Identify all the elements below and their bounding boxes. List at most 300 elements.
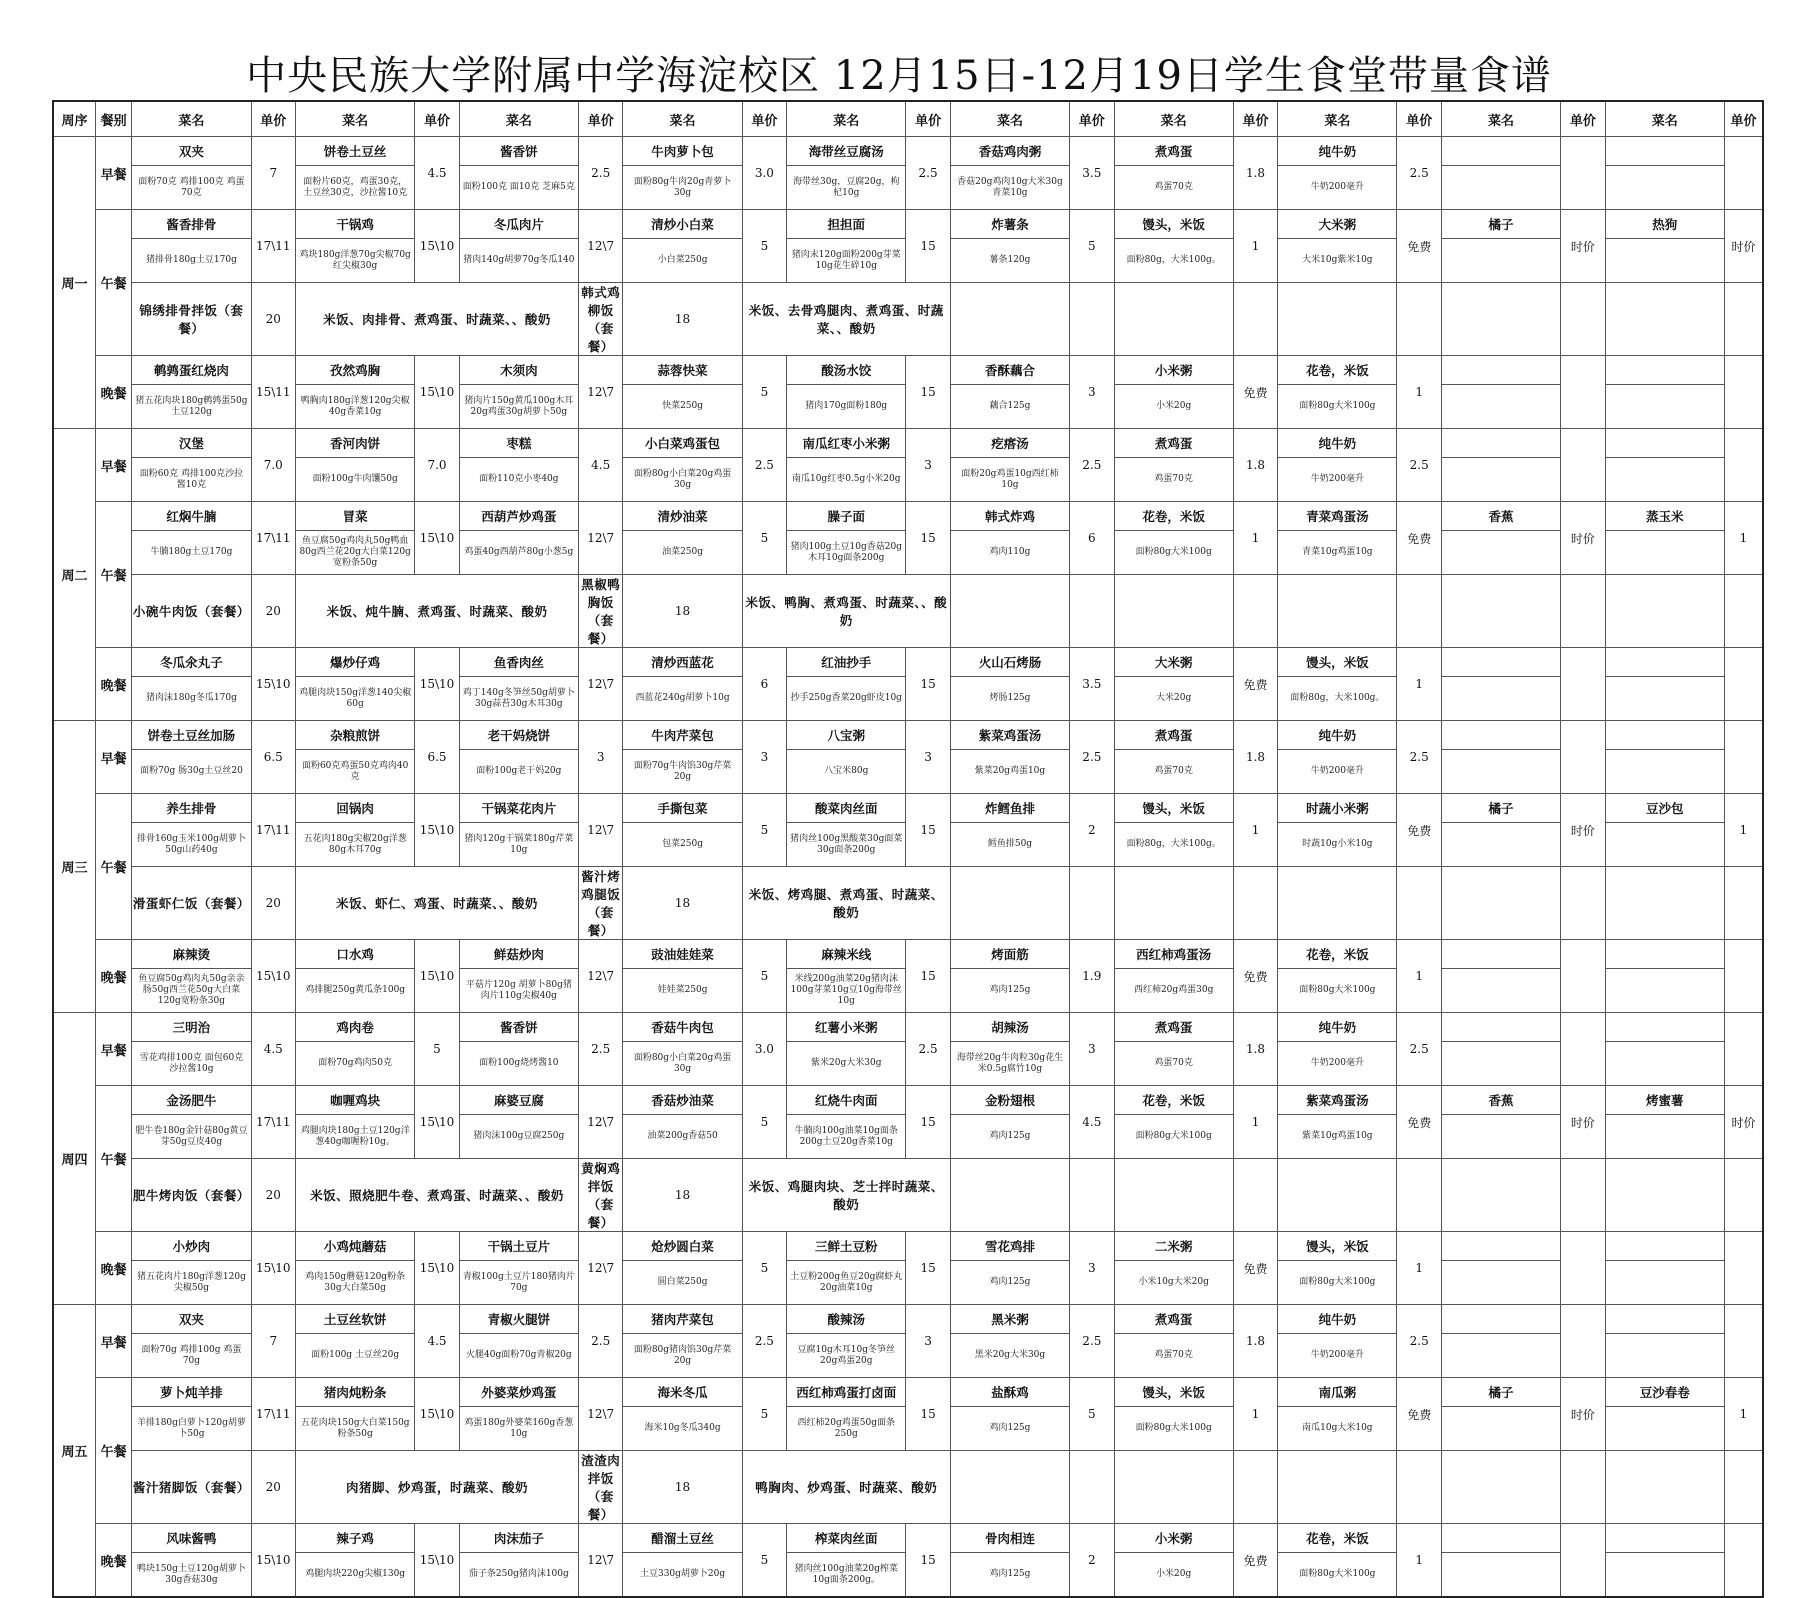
set-meal-price: 20 [251, 575, 295, 648]
dish-cell [1114, 794, 1233, 867]
dish-ingredients-box [1115, 385, 1233, 428]
dish-name: 香河肉饼 [330, 435, 381, 451]
dish-cell [296, 137, 415, 210]
dish-ingredients-box [132, 1334, 250, 1377]
dish-name: 西红柿鸡蛋打卤面 [796, 1384, 897, 1400]
dish-cell [1114, 137, 1233, 210]
dish-price: 3.0 [742, 1013, 786, 1086]
dish-ingredients-box [1115, 750, 1233, 793]
dish-ingredients-box [951, 385, 1069, 428]
dish-name-box [623, 1013, 741, 1042]
dish-name-box [1115, 1013, 1233, 1042]
set-meal-name: 锦绣排骨拌饭（套餐） [132, 283, 251, 356]
set-meal-row [53, 1159, 1763, 1232]
dish-price: 6 [742, 648, 786, 721]
dish-name-box [1115, 210, 1233, 239]
dish-price [1561, 648, 1605, 721]
dish-price: 2.5 [1397, 429, 1441, 502]
dish-cell [787, 940, 906, 1013]
dish-name-box [132, 940, 250, 969]
dish-name: 时蔬小米粥 [1306, 800, 1369, 816]
dish-ingredients: 青菜10g鸡蛋10g [1302, 547, 1373, 557]
column-header: 菜名 [132, 101, 251, 137]
dish-name: 烤面筋 [991, 946, 1029, 962]
dish-ingredients-box [460, 458, 578, 501]
dish-ingredients: 平菇片120g 胡萝卜80g猪肉片110g尖椒40g [465, 979, 572, 1001]
dish-name: 酸辣汤 [827, 1311, 865, 1327]
dish-price [1724, 1524, 1763, 1598]
dish-name: 花卷，米饭 [1306, 362, 1369, 378]
empty-cell [1233, 1159, 1277, 1232]
empty-cell [1441, 867, 1560, 940]
dish-price: 5 [415, 1013, 459, 1086]
dish-price [1724, 648, 1763, 721]
dish-cell [1278, 1086, 1397, 1159]
dish-ingredients-box [1606, 1042, 1724, 1085]
breakfast-row [53, 1013, 1763, 1086]
dish-price [1724, 137, 1763, 210]
dish-cell [1441, 1378, 1560, 1451]
dish-name-box [460, 1524, 578, 1553]
dish-price: 3 [906, 1305, 950, 1378]
dish-ingredients-box [1442, 1115, 1560, 1158]
dish-price: 15 [906, 1524, 950, 1598]
dish-name-box [460, 1086, 578, 1115]
set-meal-row [53, 575, 1763, 648]
dish-price: 15\10 [415, 1378, 459, 1451]
dish-name-box [460, 1305, 578, 1334]
dish-price [1724, 356, 1763, 429]
dish-price: 12\7 [578, 1378, 622, 1451]
dish-name-box [623, 1524, 741, 1553]
empty-cell [1605, 575, 1724, 648]
dish-cell [132, 1086, 251, 1159]
dish-name: 盐酥鸡 [991, 1384, 1029, 1400]
dish-ingredients-box [1606, 385, 1724, 428]
dish-ingredients-box [460, 1115, 578, 1158]
dish-ingredients: 米线200g油菜20g猪肉沫100g芽菜10g豆10g海带丝10g [790, 974, 902, 1006]
empty-cell [1114, 1159, 1233, 1232]
dish-name: 酸汤水饺 [821, 362, 872, 378]
dish-ingredients: 紫菜20g鸡蛋10g [974, 766, 1046, 776]
dish-ingredients-box [787, 385, 905, 428]
dish-price: 12\7 [578, 210, 622, 283]
dish-name-box [1278, 137, 1396, 166]
dish-ingredients: 鸡蛋70克 [1154, 1058, 1193, 1068]
dish-name-box [787, 648, 905, 677]
dish-ingredients: 鸡蛋70克 [1154, 474, 1193, 484]
dish-name [1663, 1024, 1667, 1030]
dish-name-box [460, 1378, 578, 1407]
dish-ingredients-box [1115, 458, 1233, 501]
dish-ingredients: 鸡蛋40g西葫芦80g小葱5g [464, 547, 574, 557]
dish-name: 豉油娃娃菜 [651, 946, 714, 962]
meal-label: 早餐 [95, 1013, 131, 1086]
dish-name-box [296, 429, 414, 458]
dish-name-box [132, 356, 250, 385]
dish-price: 3 [1070, 1232, 1114, 1305]
dinner-row [53, 356, 1763, 429]
dish-cell [1605, 1524, 1724, 1598]
dish-name: 牛肉芹菜包 [651, 727, 714, 743]
dish-ingredients: 鸡腿肉块220g尖椒130g [305, 1569, 406, 1579]
dish-name-box [1606, 940, 1724, 969]
dish-price: 1 [1233, 794, 1277, 867]
dish-price: 1 [1724, 502, 1763, 575]
dish-ingredients-box [132, 1553, 250, 1596]
dish-name [1499, 1316, 1503, 1322]
dish-name: 肉沫茄子 [493, 1530, 544, 1546]
dish-cell [1441, 137, 1560, 210]
dish-ingredients-box [460, 1407, 578, 1450]
column-header: 菜名 [950, 101, 1069, 137]
dish-ingredients: 面粉80g，大米100g。 [1126, 255, 1221, 265]
dish-ingredients: 鸡蛋70克 [1154, 1350, 1193, 1360]
dish-ingredients: 烤肠125g [989, 693, 1031, 703]
set-meal-description: 米饭、鸭胸、煮鸡蛋、时蔬菜、、酸奶 [742, 575, 950, 648]
dish-name-box [623, 794, 741, 823]
dish-ingredients-box [1115, 823, 1233, 866]
dish-name-box [951, 1524, 1069, 1553]
dish-name: 大米粥 [1154, 654, 1193, 670]
dish-price: 5 [742, 940, 786, 1013]
dish-price: 时价 [1561, 1378, 1605, 1451]
dish-cell [132, 648, 251, 721]
dish-name: 煮鸡蛋 [1154, 435, 1193, 451]
dish-cell [1278, 1305, 1397, 1378]
dish-name-box [1442, 210, 1560, 239]
dish-price: 5 [742, 794, 786, 867]
dish-ingredients-box [951, 1115, 1069, 1158]
dish-cell [132, 1232, 251, 1305]
dish-ingredients-box [1115, 1115, 1233, 1158]
header-row [53, 101, 1763, 137]
dish-name: 炝炒圆白菜 [651, 1238, 714, 1254]
dish-ingredients: 包菜250g [662, 839, 704, 849]
dish-name: 疙瘩汤 [991, 435, 1029, 451]
dish-name: 酱香饼 [500, 143, 538, 159]
dish-name-box [787, 1232, 905, 1261]
dish-price: 2.5 [1397, 1305, 1441, 1378]
dish-ingredients: 羊排180g白萝卜120g胡萝卜50g [136, 1417, 246, 1439]
dish-name: 紫菜鸡蛋汤 [1306, 1092, 1369, 1108]
dish-name-box [787, 794, 905, 823]
dish-cell [1605, 1232, 1724, 1305]
dish-cell [1278, 356, 1397, 429]
dish-cell [1114, 1524, 1233, 1598]
dish-price: 时价 [1724, 1086, 1763, 1159]
dish-name-box [1442, 648, 1560, 677]
dish-price: 2 [1070, 794, 1114, 867]
set-meal-description: 鸭胸肉、炒鸡蛋、时蔬菜、酸奶 [742, 1451, 950, 1524]
dish-cell [296, 502, 415, 575]
weekday-label: 周五 [53, 1305, 95, 1598]
dish-cell [1441, 721, 1560, 794]
dish-ingredients-box [1442, 166, 1560, 209]
dish-name-box [1115, 502, 1233, 531]
dish-price: 1 [1397, 648, 1441, 721]
dish-name: 馒头，米饭 [1142, 800, 1205, 816]
dish-name: 三鲜土豆粉 [814, 1238, 878, 1254]
meal-label: 午餐 [95, 210, 131, 356]
dish-name-box [787, 356, 905, 385]
dish-ingredients-box [296, 531, 414, 574]
dinner-row [53, 1524, 1763, 1598]
dish-name: 青菜鸡蛋汤 [1306, 508, 1369, 524]
dish-price: 免费 [1233, 940, 1277, 1013]
dish-cell [459, 137, 578, 210]
empty-cell [1233, 867, 1277, 940]
dish-ingredients-box [132, 166, 250, 209]
dish-ingredients: 五花肉180g尖椒20g洋葱80g木耳70g [303, 833, 407, 855]
dish-cell [1441, 1232, 1560, 1305]
dish-price [1561, 1013, 1605, 1086]
dish-ingredients: 豆腐10g木耳10g冬笋丝20g鸡蛋20g [797, 1344, 895, 1366]
dish-name-box [1278, 429, 1396, 458]
dish-ingredients-box [460, 677, 578, 720]
dish-cell [787, 502, 906, 575]
dish-cell [296, 1086, 415, 1159]
dish-price [1724, 1013, 1763, 1086]
dish-name-box [1442, 429, 1560, 458]
dish-ingredients-box [951, 239, 1069, 282]
dish-ingredients: 小白菜250g [657, 255, 708, 265]
dish-price: 15\10 [415, 1086, 459, 1159]
dish-ingredients: 猪肉沫180g冬瓜170g [145, 693, 237, 703]
dish-price: 5 [742, 502, 786, 575]
dish-name: 青椒火腿饼 [487, 1311, 551, 1327]
dish-name: 花卷，米饭 [1306, 1530, 1369, 1546]
dish-name: 煮鸡蛋 [1154, 143, 1193, 159]
dish-name-box [951, 502, 1069, 531]
set-meal-price: 18 [623, 867, 742, 940]
empty-cell [1605, 1451, 1724, 1524]
dish-name: 冒菜 [342, 508, 368, 524]
meal-label: 晚餐 [95, 356, 131, 429]
dish-name: 麻婆豆腐 [493, 1092, 544, 1108]
dish-ingredients: 鸡肉125g [989, 1569, 1031, 1579]
dish-name-box [1606, 648, 1724, 677]
dish-name-box [296, 1086, 414, 1115]
dish-cell [296, 1232, 415, 1305]
dish-cell [1114, 1013, 1233, 1086]
dish-ingredients-box [1606, 458, 1724, 501]
dish-ingredients: 面粉80g牛肉20g青萝卜30g [633, 176, 732, 198]
dish-ingredients-box [132, 823, 250, 866]
dish-cell [950, 1232, 1069, 1305]
dish-cell [1114, 1086, 1233, 1159]
dish-ingredients-box [787, 1042, 905, 1085]
dish-name-box [951, 648, 1069, 677]
dish-cell [787, 1378, 906, 1451]
dish-price: 2.5 [578, 1305, 622, 1378]
dish-ingredients-box [623, 458, 741, 501]
dish-name: 萝卜炖羊排 [160, 1384, 223, 1400]
dish-name-box [1278, 210, 1396, 239]
dish-cell [296, 1305, 415, 1378]
dish-cell [623, 794, 742, 867]
dish-price: 12\7 [578, 1232, 622, 1305]
dish-cell [132, 356, 251, 429]
dish-cell [459, 429, 578, 502]
dish-name: 八宝粥 [827, 727, 865, 743]
dish-name-box [132, 648, 250, 677]
dish-name: 手撕包菜 [657, 800, 708, 816]
dish-name-box [1606, 137, 1724, 166]
dish-price: 免费 [1397, 210, 1441, 283]
dish-name [1663, 732, 1667, 738]
dish-name-box [296, 1013, 414, 1042]
dish-price: 6.5 [415, 721, 459, 794]
dish-price: 3 [906, 721, 950, 794]
dish-name-box [951, 356, 1069, 385]
dish-price: 免费 [1397, 1378, 1441, 1451]
empty-cell [1441, 1451, 1560, 1524]
dish-name-box [623, 356, 741, 385]
dish-name-box [460, 940, 578, 969]
dish-price: 1.8 [1233, 429, 1277, 502]
dish-name-box [1278, 794, 1396, 823]
dish-price: 2.5 [1070, 429, 1114, 502]
dish-name: 香酥藕合 [984, 362, 1035, 378]
dish-ingredients-box [296, 458, 414, 501]
dish-name: 海米冬瓜 [657, 1384, 708, 1400]
dish-cell [1605, 502, 1724, 575]
empty-cell [950, 1159, 1069, 1232]
dish-name-box [1115, 1524, 1233, 1553]
dish-ingredients: 猪肉100g土豆10g香菇20g木耳10g面条200g [790, 541, 902, 563]
dish-price [1561, 429, 1605, 502]
dish-name: 橘子 [1488, 800, 1514, 816]
dish-name-box [1606, 1013, 1724, 1042]
dish-ingredients: 猪肉120g干锅菜180g芹菜10g [464, 833, 574, 855]
dish-name-box [1442, 1086, 1560, 1115]
dish-cell [1114, 1378, 1233, 1451]
dish-cell [787, 210, 906, 283]
dish-ingredients: 面粉100g烧烤酱10 [479, 1058, 559, 1068]
dish-cell [1605, 648, 1724, 721]
empty-cell [1724, 867, 1763, 940]
dish-ingredients-box [1278, 1553, 1396, 1596]
dish-name: 西葫芦炒鸡蛋 [481, 508, 557, 524]
dish-ingredients: 猪肉170g面粉180g [805, 401, 888, 411]
dish-ingredients: 面粉70克 鸡排100克 鸡蛋70克 [138, 176, 245, 198]
dish-name [1499, 732, 1503, 738]
dish-name-box [1442, 1232, 1560, 1261]
dish-name: 干锅土豆片 [487, 1238, 551, 1254]
dish-name-box [1115, 721, 1233, 750]
dish-ingredients: 面粉60克 鸡排100克沙拉酱10克 [139, 468, 244, 490]
dish-ingredients-box [460, 385, 578, 428]
dish-cell [296, 794, 415, 867]
dish-ingredients: 黑米20g大米30g [974, 1350, 1046, 1360]
dish-name-box [951, 1232, 1069, 1261]
meal-label: 晚餐 [95, 648, 131, 721]
dish-price: 15 [906, 1086, 950, 1159]
empty-cell [1397, 283, 1441, 356]
dish-ingredients: 牛奶200毫升 [1310, 182, 1364, 192]
empty-cell [1278, 867, 1397, 940]
dish-name-box [951, 1305, 1069, 1334]
dish-ingredients-box [132, 750, 250, 793]
dish-cell [1605, 721, 1724, 794]
dish-name-box [1442, 794, 1560, 823]
dish-price [1561, 940, 1605, 1013]
dish-price: 3 [1070, 356, 1114, 429]
dish-price: 2.5 [578, 137, 622, 210]
dish-name: 鱼香肉丝 [493, 654, 544, 670]
dish-ingredients-box [951, 1553, 1069, 1596]
dish-ingredients: 香菇20g鸡肉10g大米30g青菜10g [957, 176, 1063, 198]
dish-name: 馒头，米饭 [1306, 654, 1369, 670]
dish-cell [132, 210, 251, 283]
dish-ingredients-box [1442, 1261, 1560, 1304]
dish-price: 1 [1233, 1378, 1277, 1451]
dish-ingredients: 五花肉块150g大白菜150g粉条50g [300, 1417, 410, 1439]
dish-name: 烤蜜薯 [1646, 1092, 1684, 1108]
column-header: 周序 [53, 101, 95, 137]
dish-cell [950, 356, 1069, 429]
dish-name [1499, 367, 1503, 373]
dish-cell [1278, 1524, 1397, 1598]
dish-price: 3.0 [742, 137, 786, 210]
dish-name-box [1606, 210, 1724, 239]
dish-price: 3 [1070, 1013, 1114, 1086]
dish-ingredients: 面粉80g大米100g [1299, 1277, 1376, 1287]
dish-name-box [132, 1524, 250, 1553]
dish-cell [132, 794, 251, 867]
dish-cell [623, 1524, 742, 1598]
dish-price: 7.0 [415, 429, 459, 502]
dish-cell [132, 137, 251, 210]
column-header: 餐别 [95, 101, 131, 137]
dish-price: 4.5 [578, 429, 622, 502]
dish-price: 15\10 [251, 940, 295, 1013]
empty-cell [950, 283, 1069, 356]
dish-name-box [1115, 794, 1233, 823]
dish-name-box [1606, 721, 1724, 750]
dish-name-box [1115, 137, 1233, 166]
dish-name: 豆沙包 [1646, 800, 1684, 816]
empty-cell [1114, 575, 1233, 648]
set-meal-row [53, 867, 1763, 940]
dish-ingredients: 鸡腿肉块180g土豆120g洋葱40g咖喱粉10g。 [300, 1125, 410, 1147]
dish-ingredients: 猪肉丝100g黑酸菜30g面菜30g面条200g [790, 833, 903, 855]
dish-cell [1114, 429, 1233, 502]
dish-ingredients-box [787, 239, 905, 282]
dish-name [1663, 1243, 1667, 1249]
dish-name: 纯牛奶 [1318, 727, 1357, 743]
dish-ingredients-box [787, 969, 905, 1012]
dinner-row [53, 648, 1763, 721]
dish-name: 孜然鸡胸 [330, 362, 381, 378]
dish-name-box [787, 940, 905, 969]
dish-ingredients: 猪肉140g胡萝70g冬瓜140 [463, 255, 575, 265]
dish-ingredients: 鸡肉125g [989, 985, 1031, 995]
dish-ingredients-box [951, 750, 1069, 793]
dish-ingredients-box [1278, 1261, 1396, 1304]
dish-ingredients: 面粉110克小枣40g [479, 474, 559, 484]
dish-name-box [787, 502, 905, 531]
dish-cell [1278, 1013, 1397, 1086]
dish-name-box [787, 1378, 905, 1407]
dish-cell [1605, 1378, 1724, 1451]
set-meal-price: 20 [251, 867, 295, 940]
dish-ingredients: 鸡肉125g [989, 1423, 1031, 1433]
set-meal-name: 酱汁猪脚饭（套餐） [132, 1451, 251, 1524]
dish-name [1663, 148, 1667, 154]
dish-ingredients-box [1442, 1334, 1560, 1377]
